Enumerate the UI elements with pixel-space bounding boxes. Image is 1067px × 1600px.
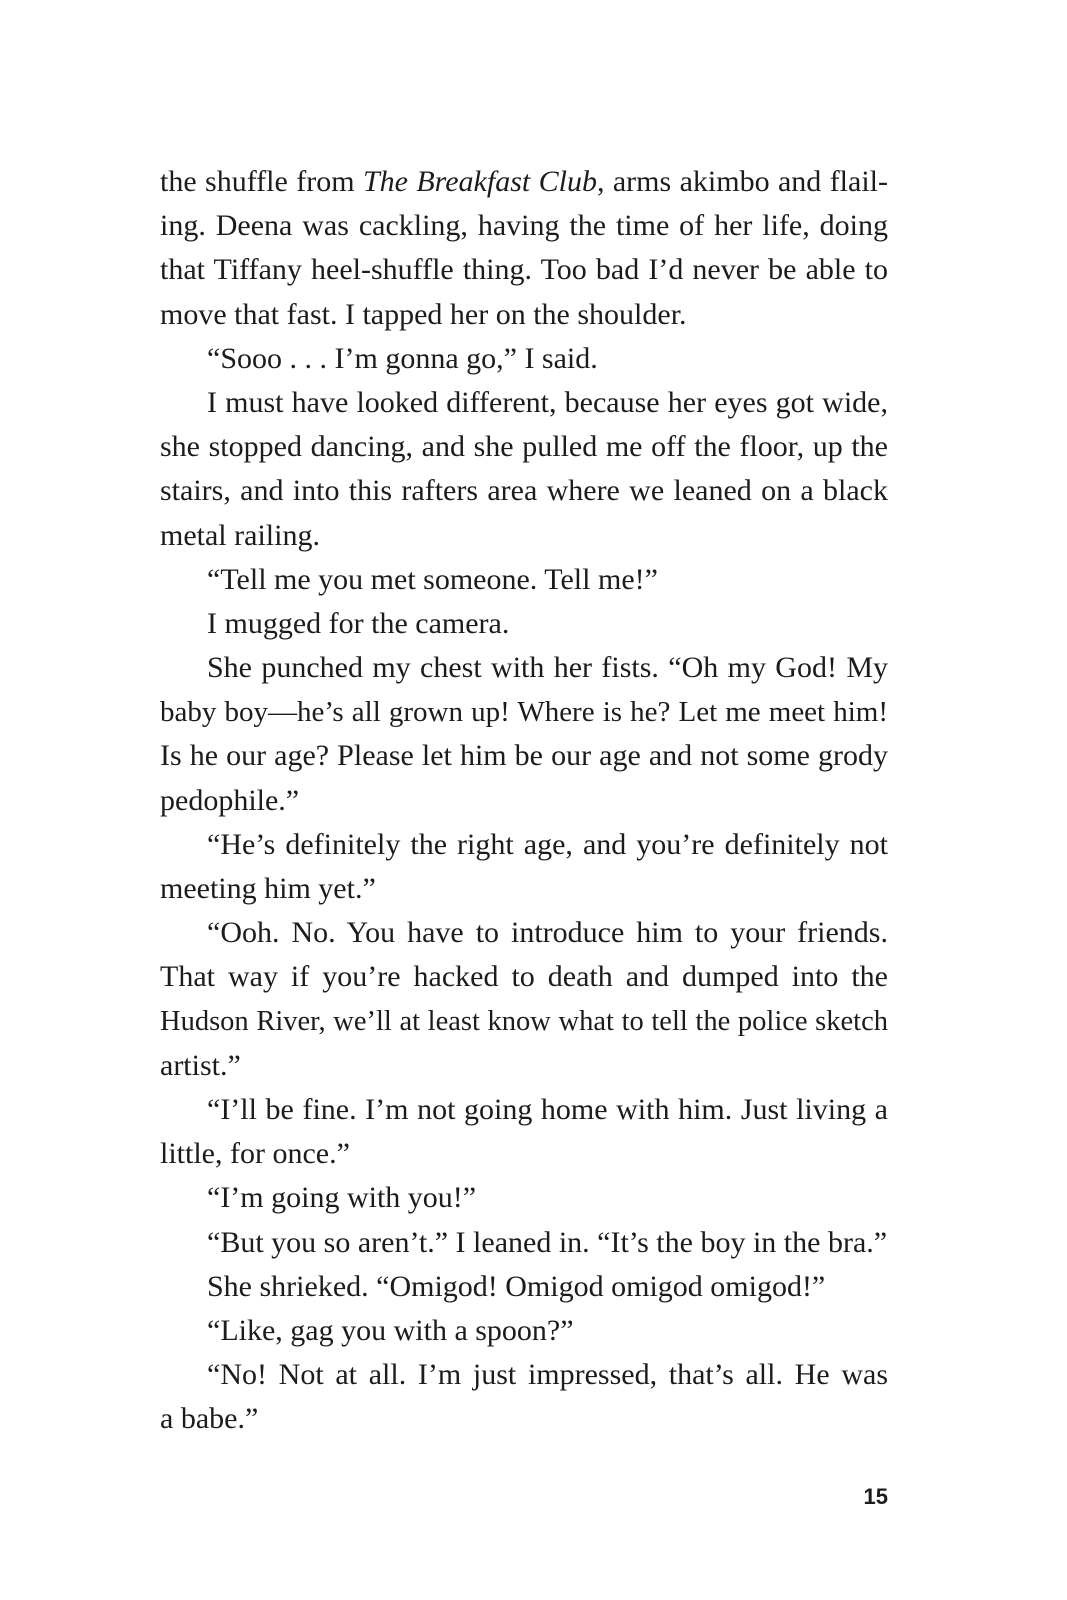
body-text [160,160,888,1441]
text-line: I mugged for the camera. [207,606,510,640]
text-line: She shrieked. “Omigod! Omigod omigod omigod!” [207,1269,826,1303]
text-line: “But you so aren’t.” I leaned in. “It’s the boy in the bra.” [207,1225,888,1259]
text-line: baby boy—he’s all grown up! Where is he? Let me meet him! [160,696,888,729]
text-line: She punched my chest with her fists. “Oh my God! My [207,651,888,685]
text-line [160,160,888,204]
text-line: “Tell me you met someone. Tell me!” [207,562,658,596]
text-span: , arms akimbo and flail- [596,165,888,198]
text-span: the shuffle from [160,165,363,198]
text-line: stairs, and into this rafters area where we leaned on a black [160,474,888,508]
text-line: That way if you’re hacked to death and dumped into the [160,960,888,994]
text-line: metal railing. [160,518,320,552]
page-body [160,160,888,1441]
text-line: ing. Deena was cackling, having the time of her life, doing [160,209,888,243]
text-line: little, for once.” [160,1137,350,1171]
text-line: I must have looked different, because her eyes got wide, [207,385,888,419]
text-line: she stopped dancing, and she pulled me off the floor, up the [160,430,888,464]
text-line: move that fast. I tapped her on the shoulder. [160,297,687,331]
text-line: that Tiffany heel-shuffle thing. Too bad I’d never be able to [160,253,888,287]
text-line: “Ooh. No. You have to introduce him to your friends. [207,916,888,950]
text-line: “I’ll be fine. I’m not going home with him. Just living a [207,1092,888,1126]
text-line: “He’s definitely the right age, and you’re definitely not [207,827,888,861]
book-title-italic: The Breakfast Club [362,165,597,198]
text-line: “Sooo . . . I’m gonna go,” I said. [207,341,598,375]
text-line: Is he our age? Please let him be our age and not some grody [160,739,888,773]
page-number: 15 [863,1484,888,1509]
text-line: “I’m going with you!” [207,1181,477,1215]
text-line: artist.” [160,1048,241,1082]
text-line: pedophile.” [160,783,300,817]
text-line: “Like, gag you with a spoon?” [207,1313,574,1347]
text-line: Hudson River, we’ll at least know what to tell the police sketch [160,1005,888,1037]
text-line: meeting him yet.” [160,872,376,905]
text-line: “No! Not at all. I’m just impressed, that’s all. He was [207,1358,888,1392]
text-line: a babe.” [160,1402,259,1436]
